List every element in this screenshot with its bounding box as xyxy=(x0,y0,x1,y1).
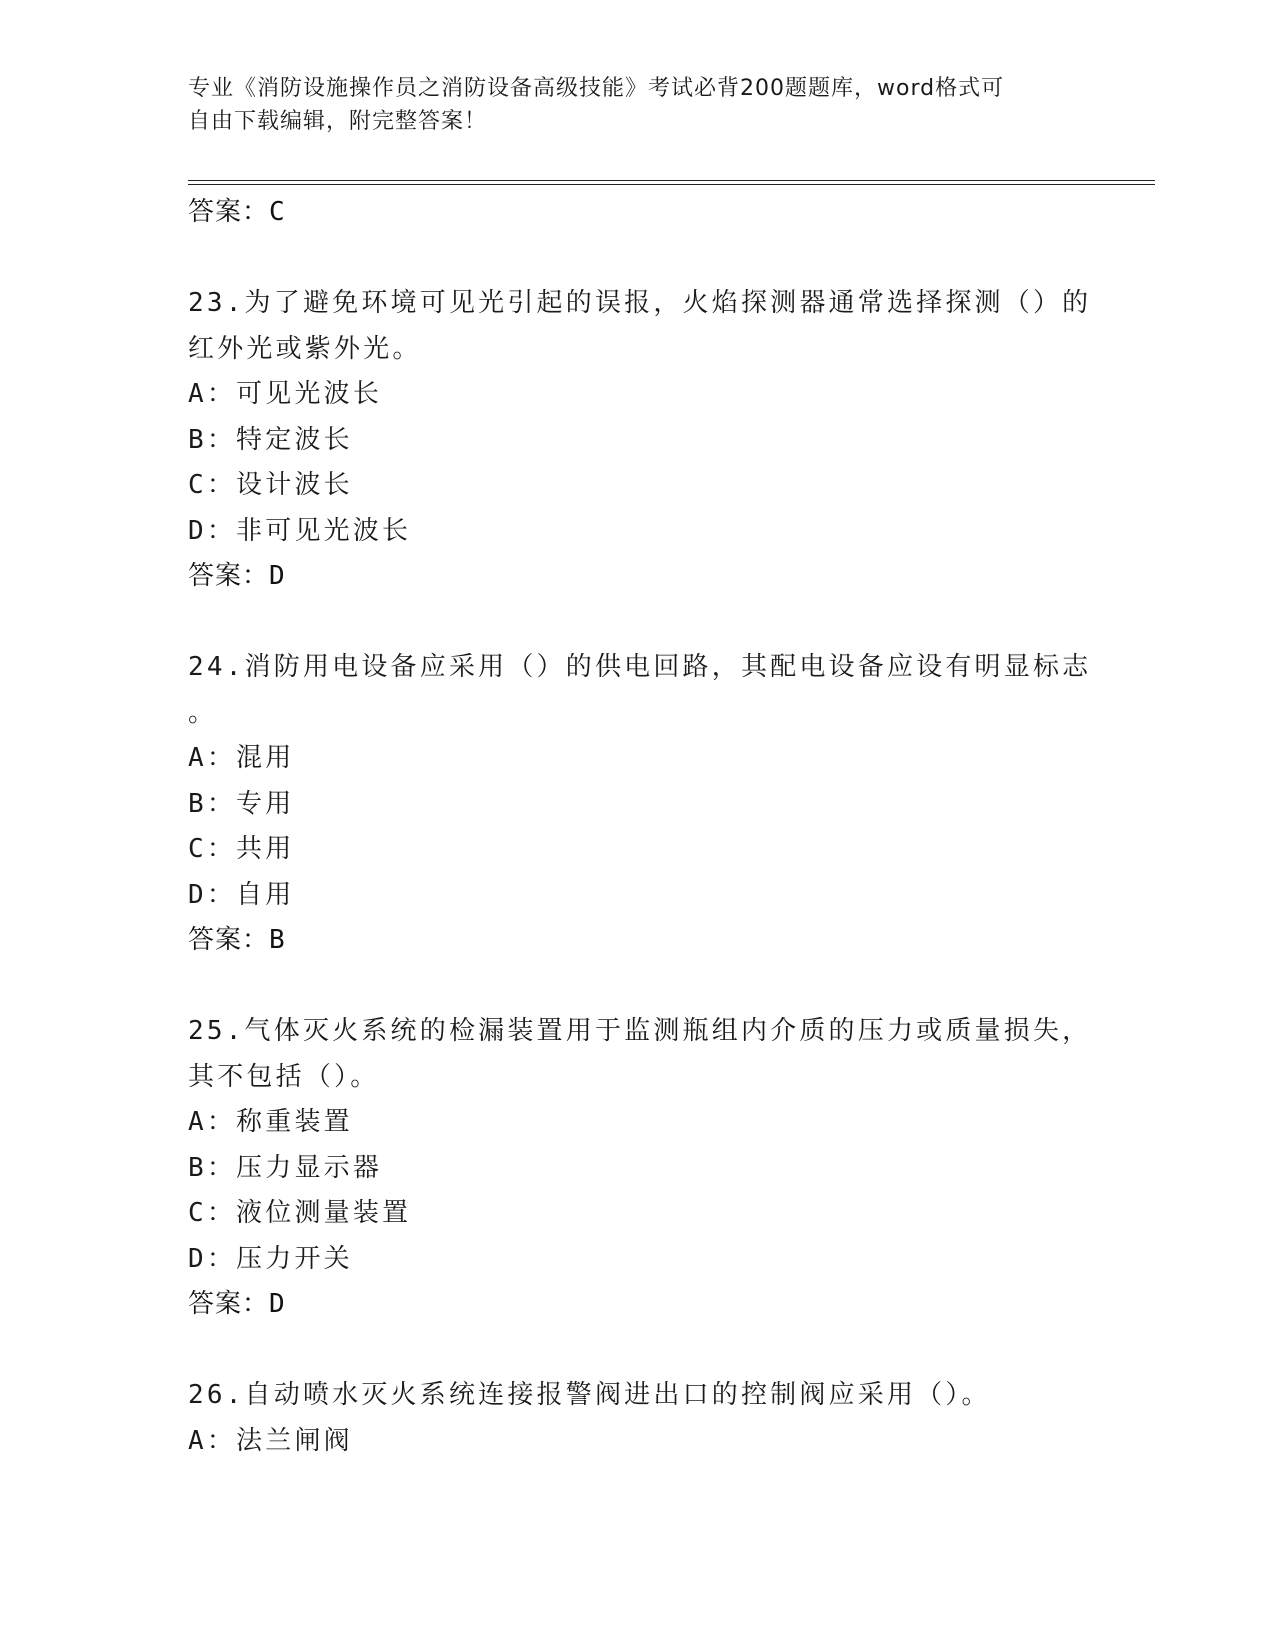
answer-prefix: 答案： xyxy=(188,197,270,227)
question-stem: 26.自动喷水灭火系统连接报警阀进出口的控制阀应采用（）。 xyxy=(188,1380,991,1410)
option-b: B：特定波长 xyxy=(188,424,353,455)
question-block xyxy=(188,1373,1088,1464)
question-stem: 25.气体灭火系统的检漏装置用于监测瓶组内介质的压力或质量损失， xyxy=(188,1016,1092,1046)
question-list xyxy=(188,190,1092,1464)
answer-value: B xyxy=(269,925,286,955)
answer-value: D xyxy=(269,1289,286,1319)
question-stem: 红外光或紫外光。 xyxy=(188,333,422,364)
answer-prefix: 答案： xyxy=(188,561,270,591)
option-a: A：称重装置 xyxy=(188,1107,353,1137)
answer-value: D xyxy=(269,561,286,591)
answer-line xyxy=(188,918,1088,964)
option-a: A：法兰闸阀 xyxy=(188,1425,353,1456)
option-b: B：专用 xyxy=(188,788,295,819)
question-stem: 23.为了避免环境可见光引起的误报，火焰探测器通常选择探测（）的 xyxy=(188,288,1092,318)
answer-prefix: 答案： xyxy=(188,1289,270,1319)
answer-value: C xyxy=(269,197,286,227)
document-header xyxy=(188,72,1068,138)
option-c: C：共用 xyxy=(188,834,295,864)
header-divider-bottom xyxy=(188,184,1155,185)
option-b: B：压力显示器 xyxy=(188,1152,383,1183)
option-d: D：非可见光波长 xyxy=(188,515,412,546)
header-divider-top xyxy=(188,180,1155,181)
question-block xyxy=(188,281,1092,600)
option-c: C：液位测量装置 xyxy=(188,1198,412,1228)
option-a: A：混用 xyxy=(188,743,295,773)
answer-prefix: 答案： xyxy=(188,925,270,955)
answer-line xyxy=(188,1282,1088,1328)
header-line-2: 自由下载编辑，附完整答案！ xyxy=(188,109,488,134)
question-stem: 其不包括（）。 xyxy=(188,1061,380,1092)
header-line-1: 专业《消防设施操作员之消防设备高级技能》考试必背200题题库，word格式可 xyxy=(188,76,1005,101)
answer-line xyxy=(188,554,1088,600)
question-block xyxy=(188,645,1092,964)
question-stem: 24.消防用电设备应采用（）的供电回路，其配电设备应设有明显标志 xyxy=(188,652,1092,682)
option-a: A：可见光波长 xyxy=(188,379,383,409)
option-d: D：自用 xyxy=(188,879,295,910)
answer-line xyxy=(188,190,1088,236)
question-block xyxy=(188,1009,1092,1328)
option-c: C：设计波长 xyxy=(188,470,353,500)
question-stem: 。 xyxy=(188,697,218,728)
option-d: D：压力开关 xyxy=(188,1243,353,1274)
